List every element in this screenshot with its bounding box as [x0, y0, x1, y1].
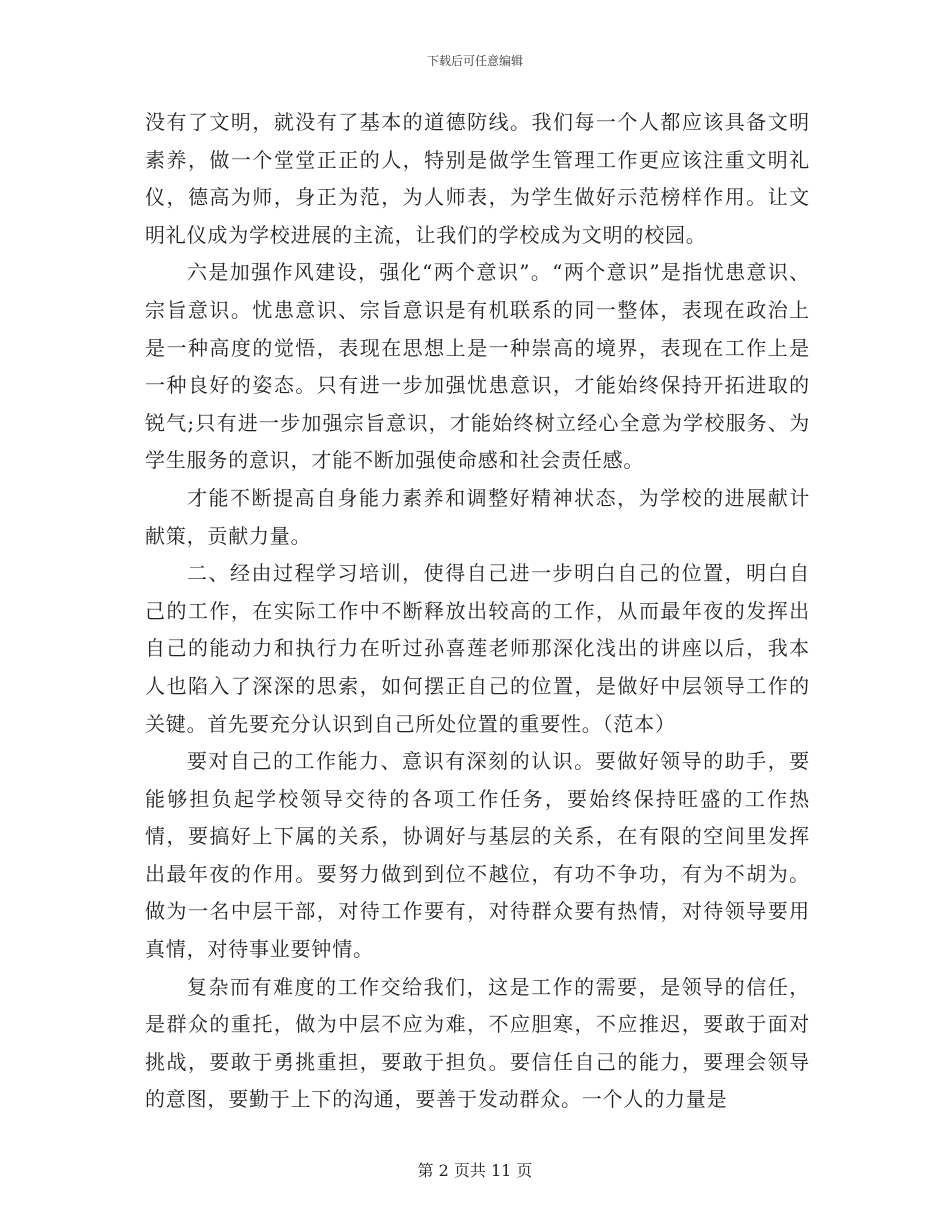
paragraph-work-style: 六是加强作风建设，强化“两个意识”。“两个意识”是指忧患意识、宗旨意识。忧患意识、宗旨意识是有机联系的同一整体，表现在政治上是一种高度的觉悟，表现在思想上是一种崇高的境界，表现在工作上是一种良好的姿态。只有进一步加强忧患意识，才能始终保持开拓进取的锐气;只有进一步加强宗旨意识，才能始终树立经心全意为学校服务、为学生服务的意识，才能不断加强使命感和社会责任感。	[145, 260, 810, 473]
document-body	[145, 104, 810, 1119]
paragraph-civility: 没有了文明，就没有了基本的道德防线。我们每一个人都应该具备文明素养，做一个堂堂正正的人，特别是做学生管理工作更应该注重文明礼仪，德高为师，身正为范，为人师表，为学生做好示范榜样作用。让文明礼仪成为学校进展的主流，让我们的学校成为文明的校园。	[145, 110, 810, 247]
paragraph-section-two: 二、经由过程学习培训，使得自己进一步明白自己的位置，明白自己的工作，在实际工作中不断释放出较高的工作，从而最年夜的发挥出自己的能动力和执行力在听过孙喜莲老师那深化浅出的讲座以后，我本人也陷入了深深的思索，如何摆正自己的位置，是做好中层领导工作的关键。首先要充分认识到自己所处位置的重要性。（范本）	[145, 561, 810, 736]
paragraph-self-improvement: 才能不断提高自身能力素养和调整好精神状态，为学校的进展献计献策，贡献力量。	[145, 485, 810, 548]
page-header: 下载后可任意编辑	[426, 54, 523, 68]
paragraph-challenges: 复杂而有难度的工作交给我们，这是工作的需要，是领导的信任，是群众的重托，做为中层不应为难，不应胆寒，不应推迟，要敢于面对挑战，要敢于勇挑重担，要敢于担负。要信任自己的能力，要理会领导的意图，要勤于上下的沟通，要善于发动群众。一个人的力量是	[145, 974, 810, 1112]
paragraph-self-awareness: 要对自己的工作能力、意识有深刻的认识。要做好领导的助手，要能够担负起学校领导交待的各项工作任务，要始终保持旺盛的工作热情，要搞好上下属的关系，协调好与基层的关系，在有限的空间里发挥出最年夜的作用。要努力做到到位不越位，有功不争功，有为不胡为。做为一名中层干部，对待工作要有，对待群众要有热情，对待领导要用真情，对待事业要钟情。	[145, 749, 810, 962]
page-number-footer: 第 2 页共 11 页	[417, 1161, 533, 1180]
